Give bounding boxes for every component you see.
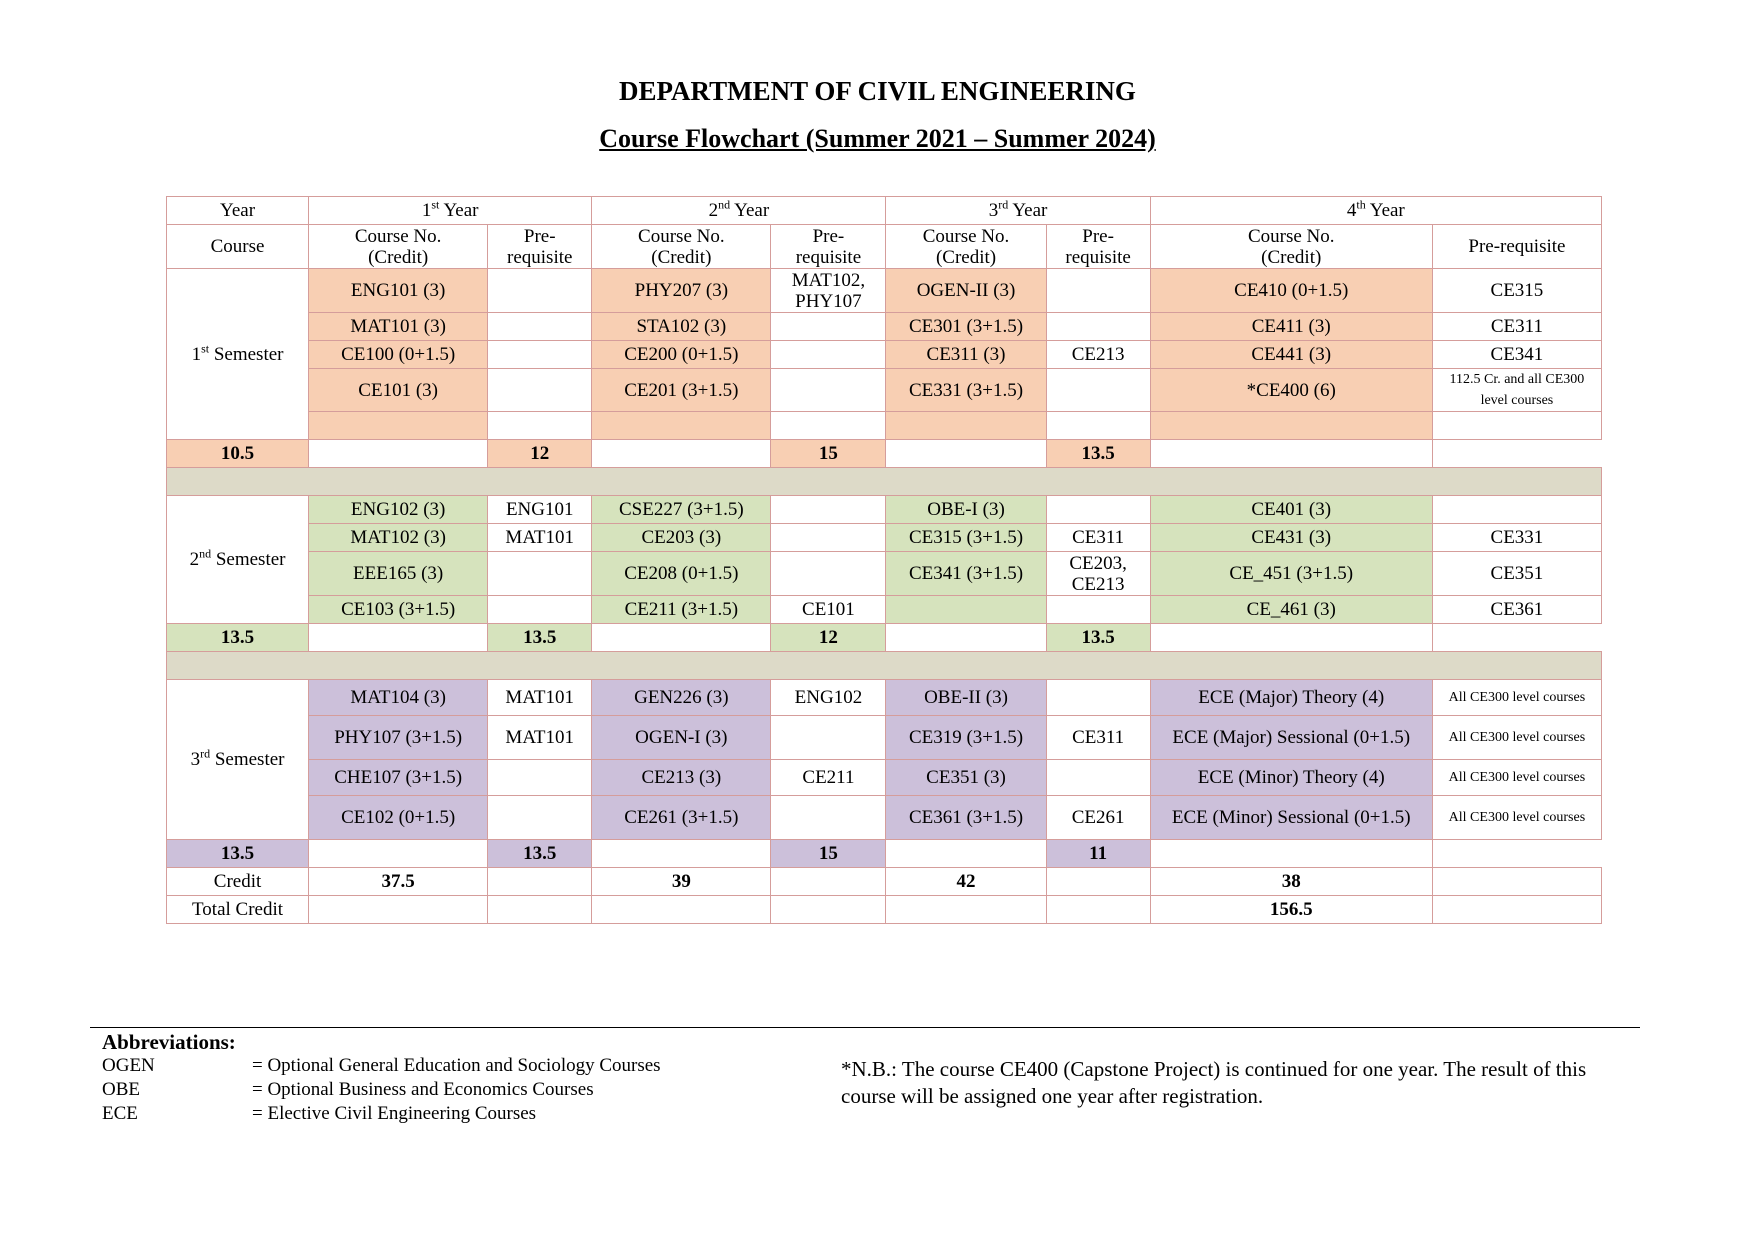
empty-cell <box>592 896 771 924</box>
table-row <box>167 524 1602 552</box>
empty-cell <box>309 624 488 652</box>
ordinal-suffix: st <box>431 197 440 212</box>
separator-cell <box>167 652 1602 680</box>
prerequisite-cell: ENG101 <box>488 496 592 524</box>
separator-cell <box>167 468 1602 496</box>
year-credit: 38 <box>1150 868 1432 896</box>
prerequisite-cell <box>488 596 592 624</box>
prerequisite-cell: MAT101 <box>488 524 592 552</box>
empty-cell <box>309 896 488 924</box>
course-cell: EEE165 (3) <box>309 552 488 596</box>
prerequisite-cell: CE211 <box>771 760 886 796</box>
prerequisite-cell <box>771 716 886 760</box>
empty-cell <box>592 624 771 652</box>
empty-cell <box>886 840 1046 868</box>
course-cell: OGEN-I (3) <box>592 716 771 760</box>
course-cell: CE361 (3+1.5) <box>886 796 1046 840</box>
course-flowchart-table <box>166 196 1602 924</box>
semester-total-credit: 12 <box>488 440 592 468</box>
course-cell: CE261 (3+1.5) <box>592 796 771 840</box>
course-cell <box>886 596 1046 624</box>
empty-cell <box>488 896 592 924</box>
empty-cell <box>1150 840 1432 868</box>
table-row <box>167 412 1602 440</box>
header-year-2 <box>592 197 886 225</box>
subtitle-text: Course Flowchart (Summer 2021 – Summer 2024) <box>599 124 1156 153</box>
prerequisite-cell <box>1046 496 1150 524</box>
header-prereq <box>1046 225 1150 269</box>
course-cell: CE411 (3) <box>1150 313 1432 341</box>
table-row <box>167 840 1602 868</box>
semester-total-credit: 11 <box>1046 840 1150 868</box>
header-line: Course No. <box>1247 225 1335 247</box>
prerequisite-cell <box>1046 313 1150 341</box>
course-cell: PHY107 (3+1.5) <box>309 716 488 760</box>
abbreviations <box>102 1030 661 1126</box>
empty-cell <box>1432 896 1601 924</box>
course-cell: CE100 (0+1.5) <box>309 341 488 369</box>
prerequisite-cell <box>1046 369 1150 412</box>
ordinal-number: 3 <box>190 749 201 770</box>
table-row <box>167 596 1602 624</box>
course-cell: ENG101 (3) <box>309 269 488 313</box>
header-course: Course <box>167 225 309 269</box>
prerequisite-cell <box>1046 412 1150 440</box>
course-cell: ECE (Major) Sessional (0+1.5) <box>1150 716 1432 760</box>
table-row <box>167 552 1602 596</box>
course-cell: CE_461 (3) <box>1150 596 1432 624</box>
course-cell: CE203 (3) <box>592 524 771 552</box>
header-year-3 <box>886 197 1150 225</box>
course-cell: PHY207 (3) <box>592 269 771 313</box>
prerequisite-cell <box>771 412 886 440</box>
abbreviation-item <box>102 1054 661 1078</box>
header-line: requisite <box>795 246 862 268</box>
header-line: Course No. <box>922 225 1010 247</box>
header-course-no <box>592 225 771 269</box>
prerequisite-cell <box>488 760 592 796</box>
prerequisite-cell <box>488 796 592 840</box>
semester-total-credit: 12 <box>771 624 886 652</box>
prerequisite-cell: MAT102, PHY107 <box>771 269 886 313</box>
ordinal-number: 1 <box>191 343 202 365</box>
course-cell: MAT104 (3) <box>309 680 488 716</box>
prerequisite-cell: All CE300 level courses <box>1432 796 1601 840</box>
empty-cell <box>592 840 771 868</box>
ordinal-label: Semester <box>215 549 286 570</box>
table-row <box>167 369 1602 412</box>
prerequisite-cell: CE311 <box>1432 313 1601 341</box>
table-row <box>167 896 1602 924</box>
header-year-1 <box>309 197 592 225</box>
empty-cell <box>309 440 488 468</box>
ordinal-number: 1 <box>421 200 432 221</box>
prerequisite-cell: CE351 <box>1432 552 1601 596</box>
header-line: requisite <box>1065 246 1131 268</box>
prerequisite-cell: MAT101 <box>488 716 592 760</box>
ordinal-label: Year <box>443 200 479 221</box>
course-cell: CE315 (3+1.5) <box>886 524 1046 552</box>
course-cell <box>886 412 1046 440</box>
header-year: Year <box>167 197 309 225</box>
prerequisite-cell <box>488 369 592 412</box>
course-cell: ECE (Minor) Theory (4) <box>1150 760 1432 796</box>
abbreviation-value: = Elective Civil Engineering Courses <box>252 1103 537 1124</box>
course-cell: *CE400 (6) <box>1150 369 1432 412</box>
header-line: Pre- <box>812 225 845 247</box>
prerequisite-cell <box>1432 496 1601 524</box>
abbreviation-item <box>102 1078 594 1102</box>
prerequisite-cell: CE213 <box>1046 341 1150 369</box>
ordinal-suffix: nd <box>718 197 731 212</box>
prerequisite-cell <box>1432 412 1601 440</box>
empty-cell <box>1046 868 1150 896</box>
semester-total-credit: 15 <box>771 840 886 868</box>
table-row <box>167 760 1602 796</box>
page-title: DEPARTMENT OF CIVIL ENGINEERING <box>619 76 1136 106</box>
course-cell: ENG102 (3) <box>309 496 488 524</box>
table-row <box>167 680 1602 716</box>
course-cell: CE351 (3) <box>886 760 1046 796</box>
total-credit-label: Total Credit <box>167 896 309 924</box>
header-prereq: Pre-requisite <box>1432 225 1601 269</box>
course-cell: CE103 (3+1.5) <box>309 596 488 624</box>
prerequisite-cell <box>488 269 592 313</box>
abbreviation-key: ECE <box>102 1103 138 1124</box>
prerequisite-cell <box>1046 269 1150 313</box>
abbreviations-heading: Abbreviations: <box>102 1030 236 1054</box>
empty-cell <box>1432 868 1601 896</box>
prerequisite-cell <box>488 313 592 341</box>
empty-cell <box>1150 624 1432 652</box>
prerequisite-cell <box>1046 760 1150 796</box>
prerequisite-cell: CE361 <box>1432 596 1601 624</box>
semester-label <box>167 496 309 624</box>
ordinal-number: 2 <box>189 549 200 570</box>
empty-cell <box>771 868 886 896</box>
prerequisite-cell: CE331 <box>1432 524 1601 552</box>
semester-label <box>167 269 309 440</box>
prerequisite-cell: All CE300 level courses <box>1432 680 1601 716</box>
course-cell: CE211 (3+1.5) <box>592 596 771 624</box>
empty-cell <box>771 896 886 924</box>
prerequisite-cell: CE261 <box>1046 796 1150 840</box>
prerequisite-cell: CE311 <box>1046 524 1150 552</box>
header-line: (Credit) <box>935 246 997 268</box>
prerequisite-cell <box>771 796 886 840</box>
empty-cell <box>592 440 771 468</box>
prerequisite-cell: 112.5 Cr. and all CE300 level courses <box>1432 369 1601 412</box>
course-cell: ECE (Major) Theory (4) <box>1150 680 1432 716</box>
abbreviation-key: OBE <box>102 1079 140 1100</box>
semester-separator <box>167 468 1602 496</box>
ordinal-label: Year <box>734 200 770 221</box>
prerequisite-cell <box>771 524 886 552</box>
credit-label: Credit <box>167 868 309 896</box>
empty-cell <box>1046 896 1150 924</box>
abbreviation-item <box>102 1102 537 1126</box>
header-line: (Credit) <box>368 246 429 268</box>
header-line: (Credit) <box>651 246 712 268</box>
header-line: Course No. <box>354 225 442 247</box>
ordinal-suffix: rd <box>200 746 211 761</box>
ordinal-suffix: rd <box>998 197 1009 212</box>
semester-total-credit: 13.5 <box>1046 440 1150 468</box>
prerequisite-cell: CE101 <box>771 596 886 624</box>
table-row <box>167 225 1602 269</box>
year-credit: 37.5 <box>309 868 488 896</box>
empty-cell <box>309 840 488 868</box>
course-cell: CE341 (3+1.5) <box>886 552 1046 596</box>
header-line: (Credit) <box>1261 246 1322 268</box>
course-cell: CE201 (3+1.5) <box>592 369 771 412</box>
year-credit: 42 <box>886 868 1046 896</box>
table-row <box>167 269 1602 313</box>
course-cell: CE319 (3+1.5) <box>886 716 1046 760</box>
course-cell: MAT101 (3) <box>309 313 488 341</box>
header-prereq <box>488 225 592 269</box>
abbreviation-value: = Optional General Education and Sociology Courses <box>252 1055 661 1076</box>
course-cell: CE213 (3) <box>592 760 771 796</box>
course-cell <box>1150 412 1432 440</box>
prerequisite-cell <box>1046 596 1150 624</box>
semester-total-credit: 13.5 <box>488 624 592 652</box>
year-credit: 39 <box>592 868 771 896</box>
course-cell: CE208 (0+1.5) <box>592 552 771 596</box>
prerequisite-cell <box>771 552 886 596</box>
prerequisite-cell <box>488 412 592 440</box>
semester-total-credit: 13.5 <box>167 624 309 652</box>
empty-cell <box>488 868 592 896</box>
header-course-no <box>309 225 488 269</box>
prerequisite-cell <box>488 341 592 369</box>
course-cell: CE311 (3) <box>886 341 1046 369</box>
ordinal-number: 3 <box>988 200 999 221</box>
course-cell <box>309 412 488 440</box>
semester-total-credit: 13.5 <box>488 840 592 868</box>
course-cell: MAT102 (3) <box>309 524 488 552</box>
empty-cell <box>1150 440 1432 468</box>
header-line: Pre- <box>1082 225 1114 247</box>
prerequisite-cell <box>771 341 886 369</box>
header-prereq <box>771 225 886 269</box>
header-line: Pre- <box>523 225 556 247</box>
table-row <box>167 796 1602 840</box>
header-course-no <box>1150 225 1432 269</box>
prerequisite-cell <box>771 369 886 412</box>
course-cell: ECE (Minor) Sessional (0+1.5) <box>1150 796 1432 840</box>
ordinal-suffix: th <box>1356 197 1366 212</box>
course-cell: CE301 (3+1.5) <box>886 313 1046 341</box>
ordinal-suffix: st <box>201 341 210 356</box>
table-row <box>167 341 1602 369</box>
course-cell: CE331 (3+1.5) <box>886 369 1046 412</box>
prerequisite-cell: CE341 <box>1432 341 1601 369</box>
course-cell: CE401 (3) <box>1150 496 1432 524</box>
ordinal-label: Year <box>1369 200 1405 221</box>
header-line: Course No. <box>638 225 725 247</box>
course-cell: OGEN-II (3) <box>886 269 1046 313</box>
ordinal-label: Semester <box>213 343 284 365</box>
semester-label <box>167 680 309 840</box>
table-row <box>167 624 1602 652</box>
course-cell: CE_451 (3+1.5) <box>1150 552 1432 596</box>
table-row <box>167 716 1602 760</box>
semester-total-credit: 10.5 <box>167 440 309 468</box>
course-cell: STA102 (3) <box>592 313 771 341</box>
semester-total-credit: 15 <box>771 440 886 468</box>
prerequisite-cell: CE203, CE213 <box>1046 552 1150 596</box>
course-cell: CHE107 (3+1.5) <box>309 760 488 796</box>
course-cell: CE441 (3) <box>1150 341 1432 369</box>
prerequisite-cell: CE315 <box>1432 269 1601 313</box>
course-cell: CE200 (0+1.5) <box>592 341 771 369</box>
ordinal-label: Year <box>1012 200 1048 221</box>
header-course-no <box>886 225 1046 269</box>
ordinal-number: 2 <box>708 200 719 221</box>
empty-cell <box>886 440 1046 468</box>
header-year-4 <box>1150 197 1601 225</box>
abbreviation-key: OGEN <box>102 1055 155 1076</box>
total-credit-value: 156.5 <box>1150 896 1432 924</box>
course-cell: CE102 (0+1.5) <box>309 796 488 840</box>
prerequisite-cell <box>771 496 886 524</box>
prerequisite-cell: MAT101 <box>488 680 592 716</box>
table-row <box>167 868 1602 896</box>
page-subtitle <box>0 124 1755 154</box>
semester-total-credit: 13.5 <box>1046 624 1150 652</box>
prerequisite-cell <box>1046 680 1150 716</box>
ordinal-suffix: nd <box>199 546 212 561</box>
course-cell: CE101 (3) <box>309 369 488 412</box>
ordinal-label: Semester <box>214 749 285 770</box>
prerequisite-cell: All CE300 level courses <box>1432 760 1601 796</box>
semester-separator <box>167 652 1602 680</box>
prerequisite-cell: ENG102 <box>771 680 886 716</box>
prerequisite-cell <box>771 313 886 341</box>
course-cell: CSE227 (3+1.5) <box>592 496 771 524</box>
prerequisite-cell: All CE300 level courses <box>1432 716 1601 760</box>
ordinal-number: 4 <box>1346 200 1357 221</box>
course-cell: OBE-II (3) <box>886 680 1046 716</box>
abbreviation-value: = Optional Business and Economics Courses <box>252 1079 594 1100</box>
table-row <box>167 197 1602 225</box>
course-cell <box>592 412 771 440</box>
footnote: *N.B.: The course CE400 (Capstone Project) is continued for one year. The result of this course will be assigned one year after registration. <box>841 1057 1587 1108</box>
course-cell: GEN226 (3) <box>592 680 771 716</box>
divider-line <box>90 1027 1640 1028</box>
table-row <box>167 496 1602 524</box>
prerequisite-cell <box>488 552 592 596</box>
course-cell: CE410 (0+1.5) <box>1150 269 1432 313</box>
semester-total-credit: 13.5 <box>167 840 309 868</box>
prerequisite-cell: CE311 <box>1046 716 1150 760</box>
course-cell: OBE-I (3) <box>886 496 1046 524</box>
header-line: requisite <box>507 246 573 268</box>
course-cell: CE431 (3) <box>1150 524 1432 552</box>
table-row <box>167 440 1602 468</box>
empty-cell <box>886 624 1046 652</box>
empty-cell <box>886 896 1046 924</box>
table-row <box>167 313 1602 341</box>
